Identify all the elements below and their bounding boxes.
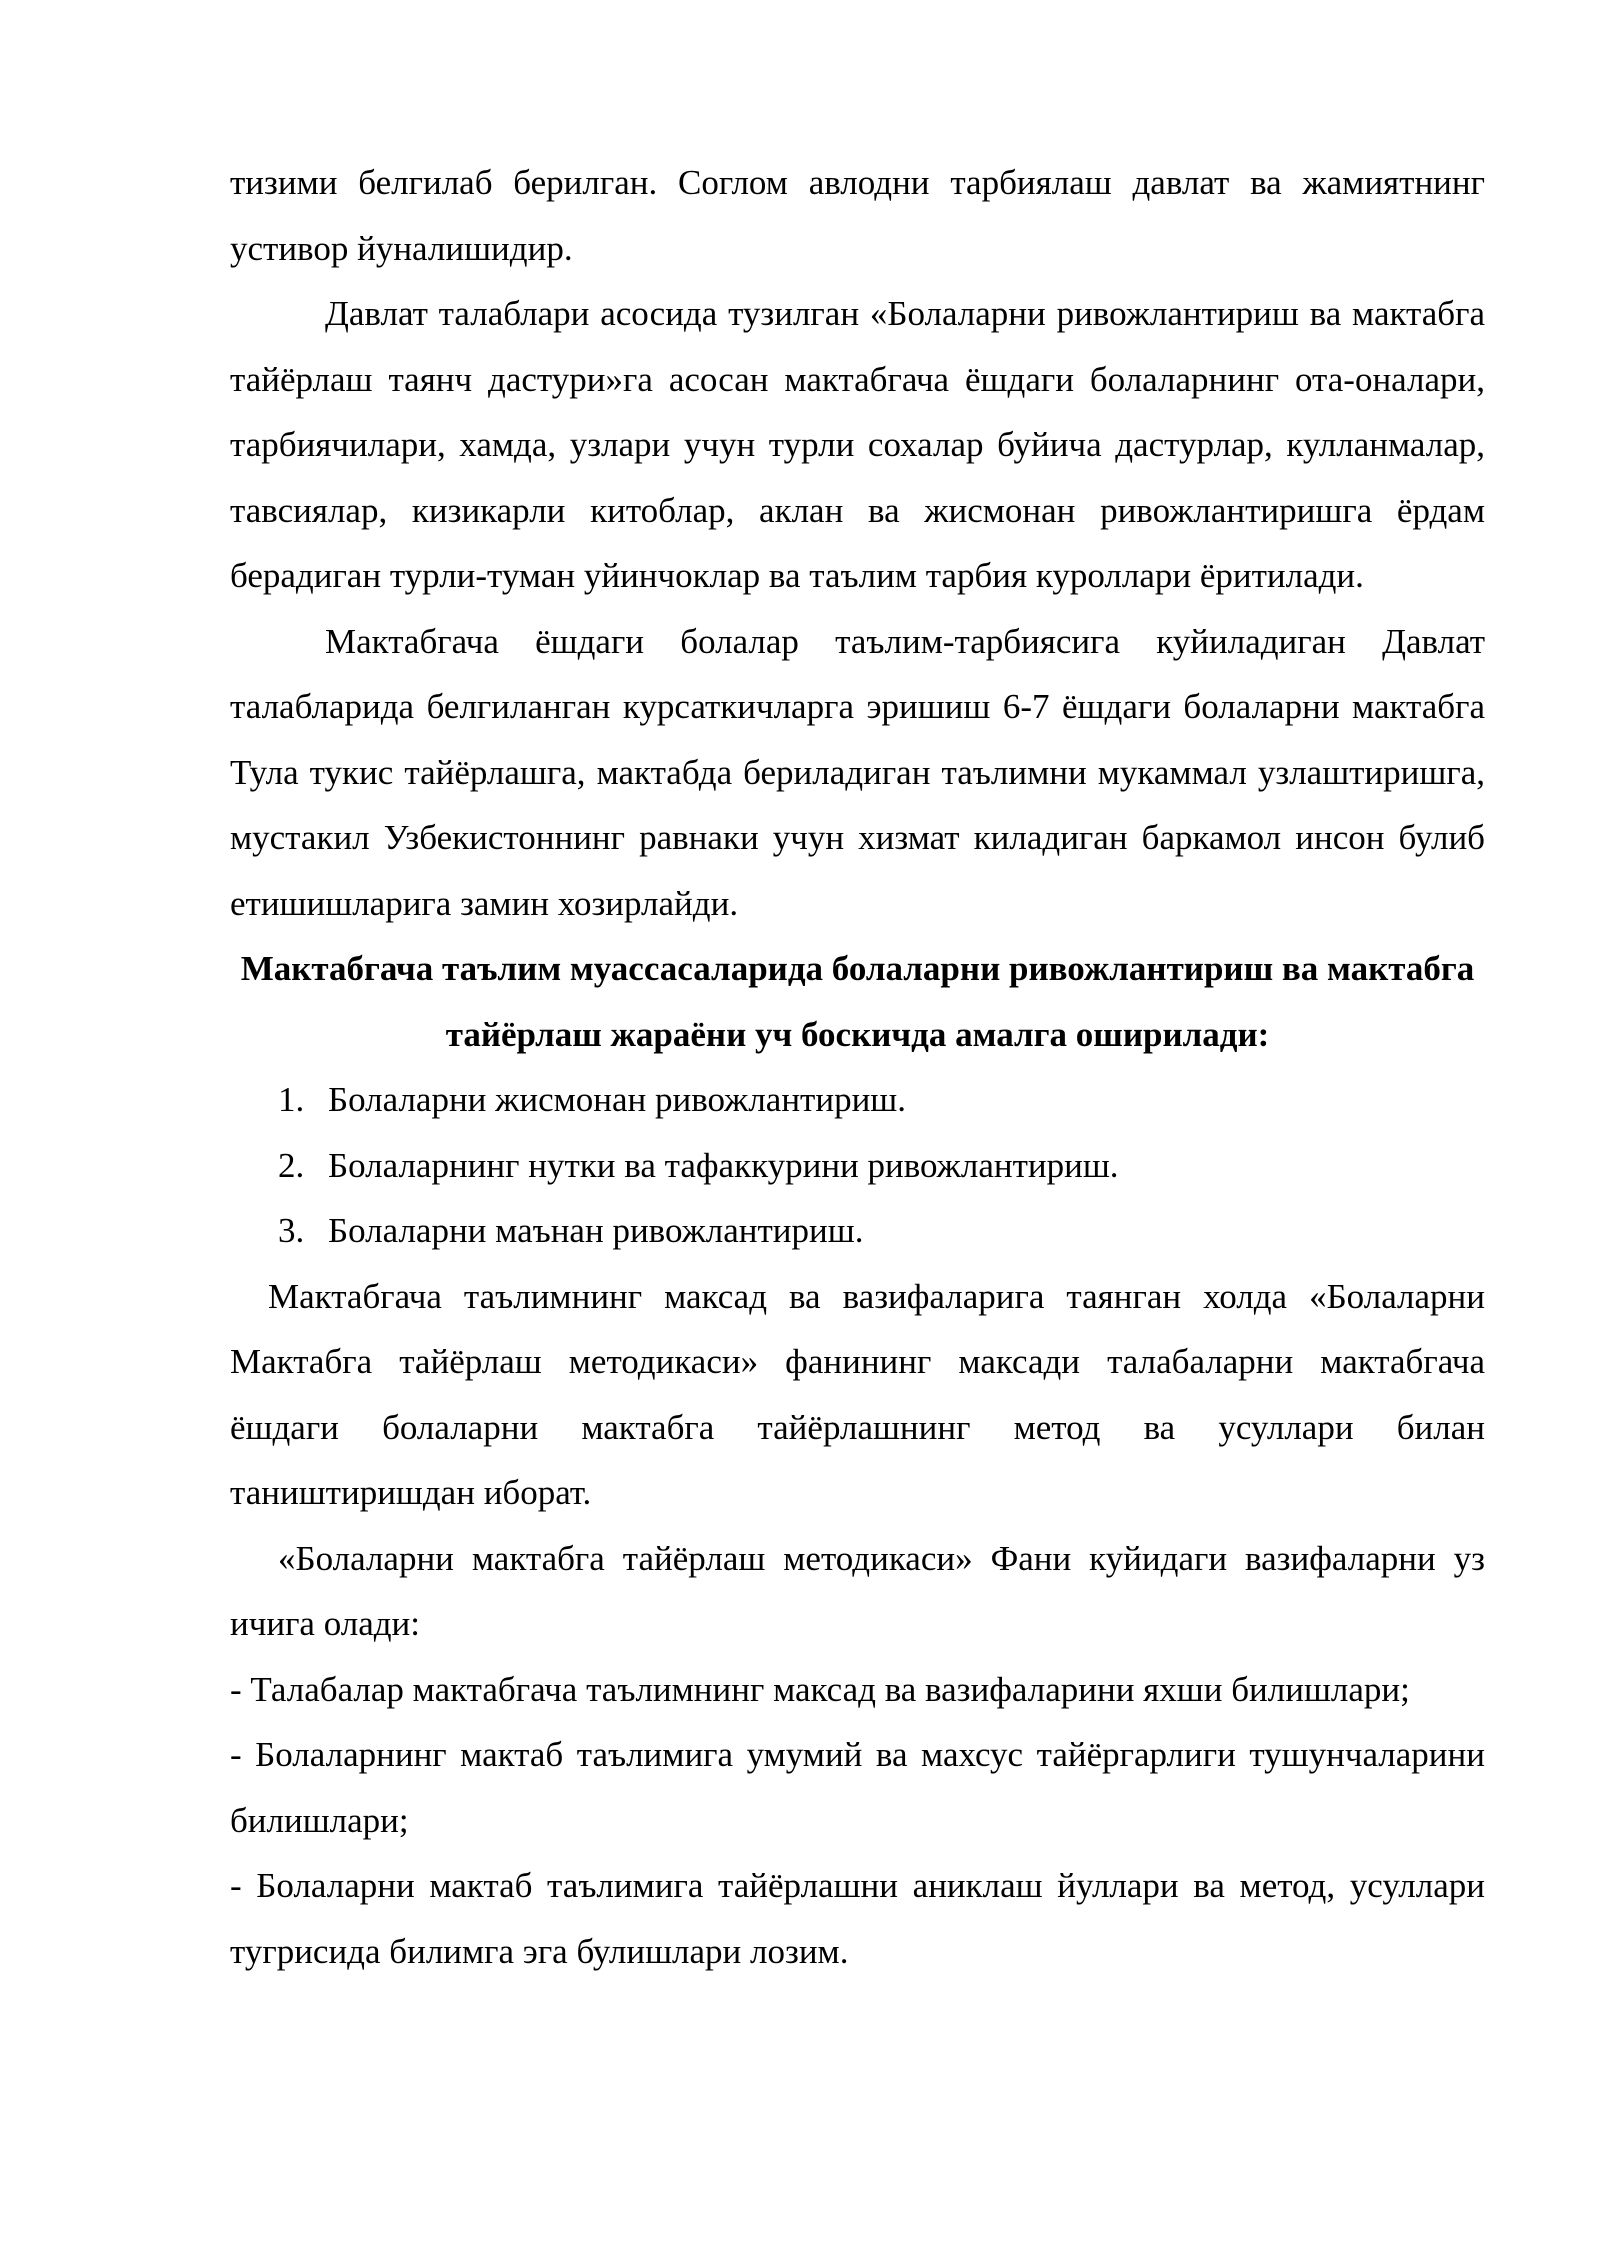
paragraph-state-requirements: Давлат талаблари асосида тузилган «Болаларни ривожлантириш ва мактабга тайёрлаш таянч дастури»га асосан мактабгача ёшдаги болаларнинг ота-оналари, тарбиячилари, хамда, узлари учун турли сохалар буйича дастурлар, кулланмалар, тавсиялар, кизикарли китоблар, аклан ва жисмонан ривожлантиришга ёрдам берадиган турли-туман уйинчоклар ва таълим тарбия куроллари ёритилади. [230, 294, 1485, 595]
list-item-text: Болаларни маънан ривожлантириш. [328, 1211, 864, 1250]
list-item-number: 1. [278, 1080, 305, 1119]
document-page [230, 150, 1485, 1984]
bullet-item: - Болаларнинг мактаб таълимига умумий ва махсус тайёргарлиги тушунчаларини билишлари; [230, 1735, 1485, 1840]
list-item-number: 3. [278, 1211, 305, 1250]
list-item [230, 1198, 1485, 1264]
list-item [230, 1133, 1485, 1199]
section-heading: Мактабгача таълим муассасаларида болаларни ривожлантириш ва мактабга тайёрлаш жараёни уч боскичда амалга оширилади: [240, 949, 1475, 1054]
list-item [230, 1067, 1485, 1133]
bullet-item: - Болаларни мактаб таълимига тайёрлашни аниклаш йуллари ва метод, усуллари тугрисида билимга эга булишлари лозим. [230, 1866, 1485, 1971]
bullet-item: - Талабалар мактабгача таълимнинг максад ва вазифаларини яхши билишлари; [230, 1669, 1410, 1709]
paragraph-subject-goal: Мактабгача таълимнинг максад ва вазифаларига таянган холда «Болаларни Мактабга тайёрлаш методикаси» фанининг максади талабаларни мактабгача ёшдаги болаларни мактабга тайёрлашнинг метод ва усуллари билан таништиришдан иборат. [230, 1276, 1485, 1512]
stages-list [230, 1067, 1485, 1264]
list-item-text: Болаларнинг нутки ва тафаккурини ривожлантириш. [328, 1145, 1119, 1185]
list-item-number: 2. [278, 1145, 305, 1185]
list-item-text: Болаларни жисмонан ривожлантириш. [328, 1080, 907, 1119]
paragraph-subject-tasks: «Болаларни мактабга тайёрлаш методикаси» Фани куйидаги вазифаларни уз ичига олади: [230, 1538, 1485, 1643]
paragraph-intro-continuation: тизими белгилаб берилган. Соглом авлодни тарбиялаш давлат ва жамиятнинг устивор йуналишидир. [230, 163, 1485, 268]
paragraph-preschool-goals: Мактабгача ёшдаги болалар таълим-тарбиясига куйиладиган Давлат талабларида белгиланган курсаткичларга эришиш 6-7 ёшдаги болаларни мактабга Тула тукис тайёрлашга, мактабда бериладиган таълимни мукаммал узлаштиришга, мустакил Узбекистоннинг равнаки учун хизмат киладиган баркамол инсон булиб етишишларига замин хозирлайди. [230, 621, 1485, 923]
